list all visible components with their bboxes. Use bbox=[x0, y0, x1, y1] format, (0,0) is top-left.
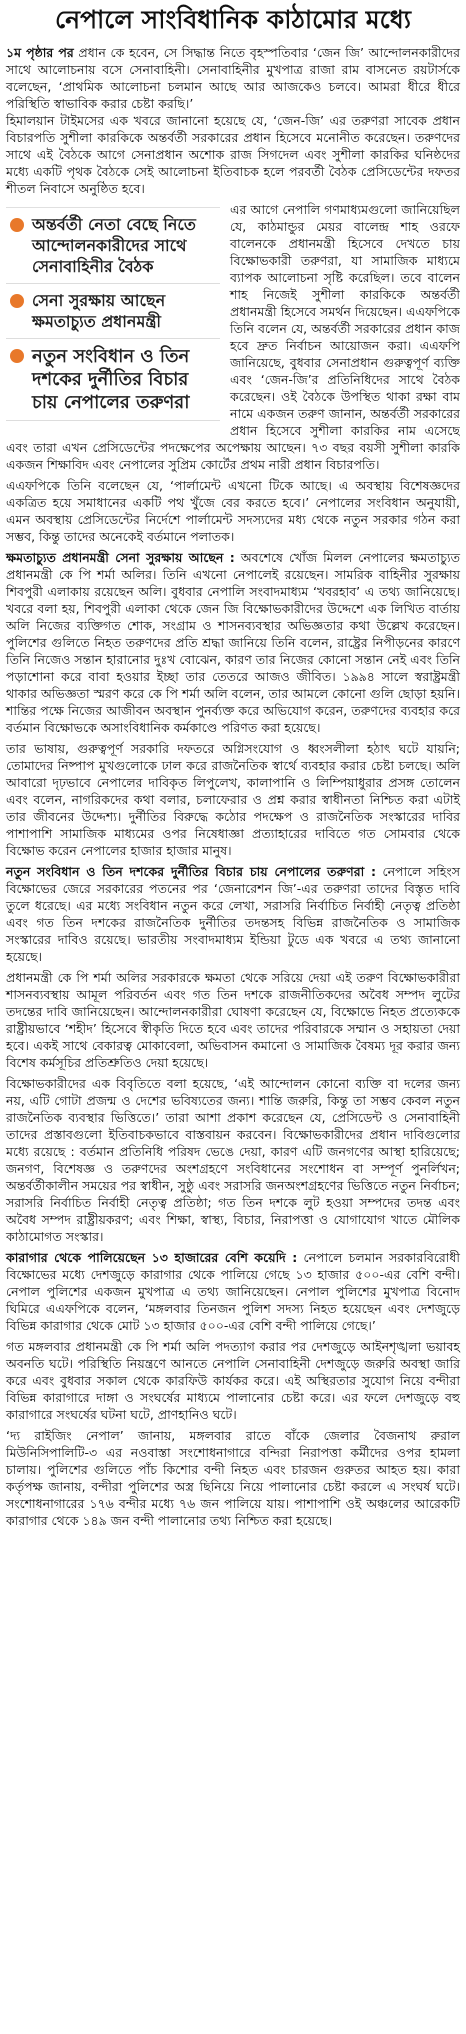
pull-quote-box bbox=[6, 207, 220, 421]
section-text: নেপালে চলমান সরকারবিরোধী বিক্ষোভের মধ্যে দেশজুড়ে কারাগার থেকে পালিয়ে গেছে ১৩ হাজার ৫০০-এর বেশি বন্দী। নেপাল পুলিশের একজন মুখপাত্র এ তথ্য জানিয়েছেন। নেপাল পুলিশের মুখপাত্র বিনোদ ঘিমিরে এএফপিকে বলেন, ‘মঙ্গলবার তিনজন পুলিশ সদস্য নিহত হয়েছেন এবং দেশজুড়ে বিভিন্ন কারাগার থেকে মোট ১৩ হাজার ৫০০-এর বেশি বন্দী পালিয়ে গেছে।’ bbox=[6, 1250, 460, 1333]
body-paragraph: গত মঙ্গলবার প্রধানমন্ত্রী কে পি শর্মা অলি পদত্যাগ করার পর দেশজুড়ে আইনশৃঙ্খলা ভয়াবহ অবনতি ঘটে। পরিস্থিতি নিয়ন্ত্রণে আনতে নেপালি সেনাবাহিনী দেশজুড়ে জরুরি অবস্থা জারি করে এবং বুধবার সকাল থেকে কারফিউ কার্যকর করে। এই অস্থিরতার সুযোগ নিয়ে বন্দীরা বিভিন্ন কারাগারে দাঙ্গা ও সংঘর্ষের মাধ্যমে পালানোর চেষ্টা করে। এর ফলে দেশজুড়ে বহু কারাগারে সংঘর্ষের ঘটনা ঘটে, প্রাণহানিও ঘটে। bbox=[6, 1339, 460, 1422]
section-subhead: কারাগার থেকে পালিয়েছেন ১৩ হাজারের বেশি কয়েদি : bbox=[6, 1250, 298, 1265]
intro-text: প্রধান কে হবেন, সে সিদ্ধান্ত নিতে বৃহস্পতিবার ‘জেন জি’ আন্দোলনকারীদের সাথে আলোচনায় বসে সেনাবাহিনী। সেনাবাহিনীর মুখপাত্র রাজা রাম বাসনেত রয়টার্সকে বলেছেন, ‘প্রাথমিক আলোচনা চলমান আছে আর আজকেও চলবে। আমরা ধীরে ধীরে পরিস্থিতি স্বাভাবিক করার চেষ্টা করছি।’ bbox=[6, 45, 460, 111]
pull-quote-item bbox=[6, 339, 220, 421]
body-paragraph bbox=[6, 1249, 460, 1334]
body-paragraph: এএফপিকে তিনি বলেছেন যে, ‘পার্লামেন্ট এখনো টিকে আছে। এ অবস্থায় বিশেষজ্ঞদের একত্রিত হয়ে সমাধানের একটি পথ খুঁজে বের করতে হবে।’ নেপালের সংবিধান অনুযায়ী, এমন অবস্থায় প্রেসিডেন্টের নির্দেশে পার্লামেন্ট সদস্যদের মধ্য থেকে নতুন সরকার গঠন করা সম্ভব, কিন্তু তাদের অনেকেই বর্তমানে পলাতক। bbox=[6, 478, 460, 544]
body-paragraph: প্রধানমন্ত্রী কে পি শর্মা অলির সরকারকে ক্ষমতা থেকে সরিয়ে দেয়া এই তরুণ বিক্ষোভকারীরা শাসনব্যবস্থায় আমূল পরিবর্তন এবং গত তিন দশকে রাজনীতিকদের অবৈধ সম্পদ লুটের তদন্তের দাবি জানিয়েছেন। আন্দোলনকারীরা ঘোষণা করেছেন যে, বিক্ষোভে নিহত প্রত্যেককে রাষ্ট্রীয়ভাবে ‘শহীদ’ হিসেবে স্বীকৃতি দিতে হবে এবং তাদের পরিবারকে সম্মান ও সহায়তা দেয়া হবে। একই সাথে বেকারত্ব মোকাবেলা, অভিবাসন কমানো ও সামাজিক বৈষম্য দূর করার জন্য বিশেষ কর্মসূচির প্রতিশ্রুতিও দেয়া হয়েছে। bbox=[6, 970, 460, 1070]
intro-paragraph bbox=[6, 44, 460, 112]
bullet-dot-icon bbox=[10, 218, 24, 232]
body-paragraph bbox=[6, 549, 460, 736]
pull-quote-item bbox=[6, 284, 220, 339]
body-paragraph: তার ভাষায়, গুরুত্বপূর্ণ সরকারি দফতরে অগ্নিসংযোগ ও ধ্বংসলীলা হঠাৎ ঘটে যায়নি; তোমাদের নিষ্পাপ মুখগুলোকে ঢাল করে রাজনৈতিক স্বার্থে ব্যবহার করার চেষ্টা চলছে। অলি আবারো দৃঢ়ভাবে নেপালের দাবিকৃত লিপুলেখ, কালাপানি ও লিম্পিয়াধুরার প্রসঙ্গ তোলেন এবং বলেন, নাগরিকদের কথা বলার, চলাফেরার ও প্রশ্ন করার স্বাধীনতা নিশ্চিত করা এটাই তার জীবনের উদ্দেশ্য। দুর্নীতির বিরুদ্ধে কঠোর পদক্ষেপ ও রাজনৈতিক সংস্কারের দাবির পাশাপাশি সামাজিক মাধ্যমের ওপর নিষেধাজ্ঞা প্রত্যাহারের দাবিতে গত সোমবার থেকে বিক্ষোভ করেন নেপালের হাজার হাজার মানুষ। bbox=[6, 741, 460, 858]
pull-quote-section bbox=[6, 201, 460, 477]
bullet-dot-icon bbox=[10, 349, 24, 363]
body-paragraph: ‘দ্য রাইজিং নেপাল’ জানায়, মঙ্গলবার রাতে বাঁকে জেলার বৈজনাথ রুরাল মিউনিসিপালিটি-৩ এর নওবাস্তা সংশোধনাগারে বন্দিরা নিরাপত্তা কর্মীদের ওপর হামলা চালায়। পুলিশের গুলিতে পাঁচ কিশোর বন্দী নিহত এবং চারজন গুরুতর আহত হয়। কারা কর্তৃপক্ষ জানায়, বন্দীরা পুলিশের অস্ত্র ছিনিয়ে নিয়ে পালানোর চেষ্টা করলে এ সংঘর্ষ ঘটে। সংশোধনাগারের ১৭৬ বন্দীর মধ্যে ৭৬ জন পালিয়ে যায়। পাশাপাশি ওই অঞ্চলের আরেকটি কারাগার থেকে ১৪৯ জন বন্দী পালানোর তথ্য নিশ্চিত করা হয়েছে। bbox=[6, 1428, 460, 1528]
body-paragraph: এর আগে নেপালি গণমাধ্যমগুলো জানিয়েছিল যে, কাঠমান্ডুর মেয়র বালেন্দ্র শাহ ওরফে বালেনকে প্রধানমন্ত্রী হিসেবে দেখতে চায় বিক্ষোভকারী তরুণরা, যা সামাজিক মাধ্যমে ব্যাপক আলোচনা সৃষ্টি করেছিল। তবে বালেন শাহ নিজেই সুশীলা কারকিকে অন্তর্বর্তী প্রধানমন্ত্রী হিসেবে সমর্থন দিয়েছেন। এএফপিকে তিনি বলেন যে, অন্তর্বর্তী সরকারের প্রধান কাজ হবে দ্রুত নির্বাচন আয়োজন করা। এএফপি জানিয়েছে, বুধবার সেনাপ্রধান গুরুত্বপূর্ণ ব্যক্তি এবং ‘জেন-জি’র প্রতিনিধিদের সাথে বৈঠক করেছেন। ওই বৈঠকে উপস্থিত থাকা রক্ষা বাম নামে একজন তরুণ জানান, অন্তর্বর্তী সরকারের প্রধান হিসেবে সুশীলা কারকির নাম এসেছে এবং তারা এখন প্রেসিডেন্টের পদক্ষেপের অপেক্ষায় আছেন। ৭৩ বছর বয়সী সুশীলা কারকি একজন শিক্ষাবিদ এবং নেপালের সুপ্রিম কোর্টের প্রথম নারী প্রধান বিচারপতি। bbox=[6, 202, 460, 472]
body-paragraph bbox=[6, 863, 460, 965]
bullet-dot-icon bbox=[10, 294, 24, 308]
article bbox=[0, 4, 466, 1529]
page-title: নেপালে সাংবিধানিক কাঠামোর মধ্যে bbox=[55, 5, 411, 34]
continued-label: ১ম পৃষ্ঠার পর bbox=[6, 45, 74, 60]
section-text: নেপালে সহিংস বিক্ষোভের জেরে সরকারের পতনের পর ‘জেনারেশন জি’-এর তরুণরা তাদের বিস্তৃত দাবি তুলে ধরেছে। এর মধ্যে সংবিধান নতুন করে লেখা, সরাসরি নির্বাচিত নির্বাহী নেতৃত্ব প্রতিষ্ঠা এবং গত তিন দশকের রাজনৈতিক দুর্নীতির তদন্তসহ বিভিন্ন রাজনৈতিক ও সামাজিক সংস্কারের দাবিও রয়েছে। ভারতীয় সংবাদমাধ্যম ইন্ডিয়া টুডে এক খবরে এ তথ্য জানানো হয়েছে। bbox=[6, 864, 460, 964]
body-paragraph: বিক্ষোভকারীদের এক বিবৃতিতে বলা হয়েছে, ‘এই আন্দোলন কোনো ব্যক্তি বা দলের জন্য নয়, এটি গোটা প্রজন্ম ও দেশের ভবিষ্যতের জন্য। শান্তি জরুরি, কিন্তু তা সম্ভব কেবল নতুন রাজনৈতিক ব্যবস্থার ভিত্তিতে।’ তারা আশা প্রকাশ করেছেন যে, প্রেসিডেন্ট ও সেনাবাহিনী তাদের প্রস্তাবগুলো ইতিবাচকভাবে বাস্তবায়ন করবেন। বিক্ষোভকারীদের প্রধান দাবিগুলোর মধ্যে রয়েছে : বর্তমান প্রতিনিধি পরিষদ ভেঙে দেয়া, কারণ এটি জনগণের আস্থা হারিয়েছে; জনগণ, বিশেষজ্ঞ ও তরুণদের অংশগ্রহণে সংবিধানের সংশোধন বা সম্পূর্ণ পুনর্লিখন; অন্তর্বর্তীকালীন সময়ের পর স্বাধীন, সুষ্ঠু এবং সরাসরি জনঅংশগ্রহণের ভিত্তিতে নতুন নির্বাচন; সরাসরি নির্বাচিত নির্বাহী নেতৃত্ব প্রতিষ্ঠা; গত তিন দশকে লুট হওয়া সম্পদের তদন্ত এবং অবৈধ সম্পদ রাষ্ট্রীয়করণ; এবং শিক্ষা, স্বাস্থ্য, বিচার, নিরাপত্তা ও যোগাযোগ খাতে মৌলিক কাঠামোগত সংস্কার। bbox=[6, 1076, 460, 1244]
section-subhead: নতুন সংবিধান ও তিন দশকের দুর্নীতির বিচার চায় নেপালের তরুণরা : bbox=[6, 864, 377, 879]
pull-quote-text: সেনা সুরক্ষায় আছেন ক্ষমতাচ্যুত প্রধানমন্ত্রী bbox=[32, 291, 166, 331]
pull-quote-text: নতুন সংবিধান ও তিন দশকের দুর্নীতির বিচার চায় নেপালের তরুণরা bbox=[32, 346, 190, 413]
section-subhead: ক্ষমতাচ্যুত প্রধানমন্ত্রী সেনা সুরক্ষায় আছেন : bbox=[6, 550, 235, 565]
body-paragraph: হিমালয়ান টাইমসের এক খবরে জানানো হয়েছে যে, ‘জেন-জি’ এর তরুণরা সাবেক প্রধান বিচারপতি সুশীলা কারকিকে অন্তর্বর্তী সরকারের প্রধান হিসেবে মনোনীত করেছেন। তরুণদের সাথে এই বৈঠকে আগে সেনাপ্রধান অশোক রাজ সিগদেল এবং সুশীলা কারকির ঘনিষ্ঠদের মধ্যে একটি পৃথক বৈঠকে সেই আলোচনা ইতিবাচক হলে পরবর্তী বৈঠক প্রেসিডেন্টের দফতর শীতল নিবাসে অনুষ্ঠিত হবে। bbox=[6, 113, 460, 196]
pull-quote-text: অন্তর্বর্তী নেতা বেছে নিতে আন্দোলনকারীদের সাথে সেনাবাহিনীর বৈঠক bbox=[32, 215, 196, 276]
pull-quote-item bbox=[6, 208, 220, 284]
section-text: অবশেষে খোঁজ মিলল নেপালের ক্ষমতাচ্যুত প্রধানমন্ত্রী কে পি শর্মা অলির। তিনি এখনো নেপালেই রয়েছেন। সামরিক বাহিনীর সুরক্ষায় শিবপুরী এলাকায় রয়েছেন অলি। বুধবার নেপালি সংবাদমাধ্যম ‘খবরহাব’ এ তথ্য জানিয়েছে। খবরে বলা হয়, শিবপুরী এলাকা থেকে জেন জি বিক্ষোভকারীদের উদ্দেশে এক লিখিত বার্তায় অলি নিজের ব্যক্তিগত শোক, সংগ্রাম ও শাসনব্যবস্থার অভিজ্ঞতার কথা উল্লেখ করেছেন। পুলিশের গুলিতে নিহত তরুণদের প্রতি শ্রদ্ধা জানিয়ে তিনি বলেন, রাষ্ট্রের নিপীড়নের কারণে তিনি নিজেও সন্তান হারানোর দুঃখ বোঝেন, কারণ তার নিজের কোনো সন্তান নেই এবং তিনি পড়াশোনা করে বাবা হওয়ার ইচ্ছা তার তেতরে আজও জীবিত। ১৯৯৪ সালে স্বরাষ্ট্রমন্ত্রী থাকার অভিজ্ঞতা স্মরণ করে কে পি শর্মা অলি বলেন, তার আমলে কোনো গুলি ছোড়া হয়নি। শান্তির পক্ষে নিজের আজীবন অবস্থান পুনর্ব্যক্ত করে অভিযোগ করেন, তরুণদের ব্যবহার করে বর্তমান বিক্ষোভকে অসাংবিধানিক কর্মকাণ্ডে পরিণত করা হয়েছে। bbox=[6, 550, 460, 735]
